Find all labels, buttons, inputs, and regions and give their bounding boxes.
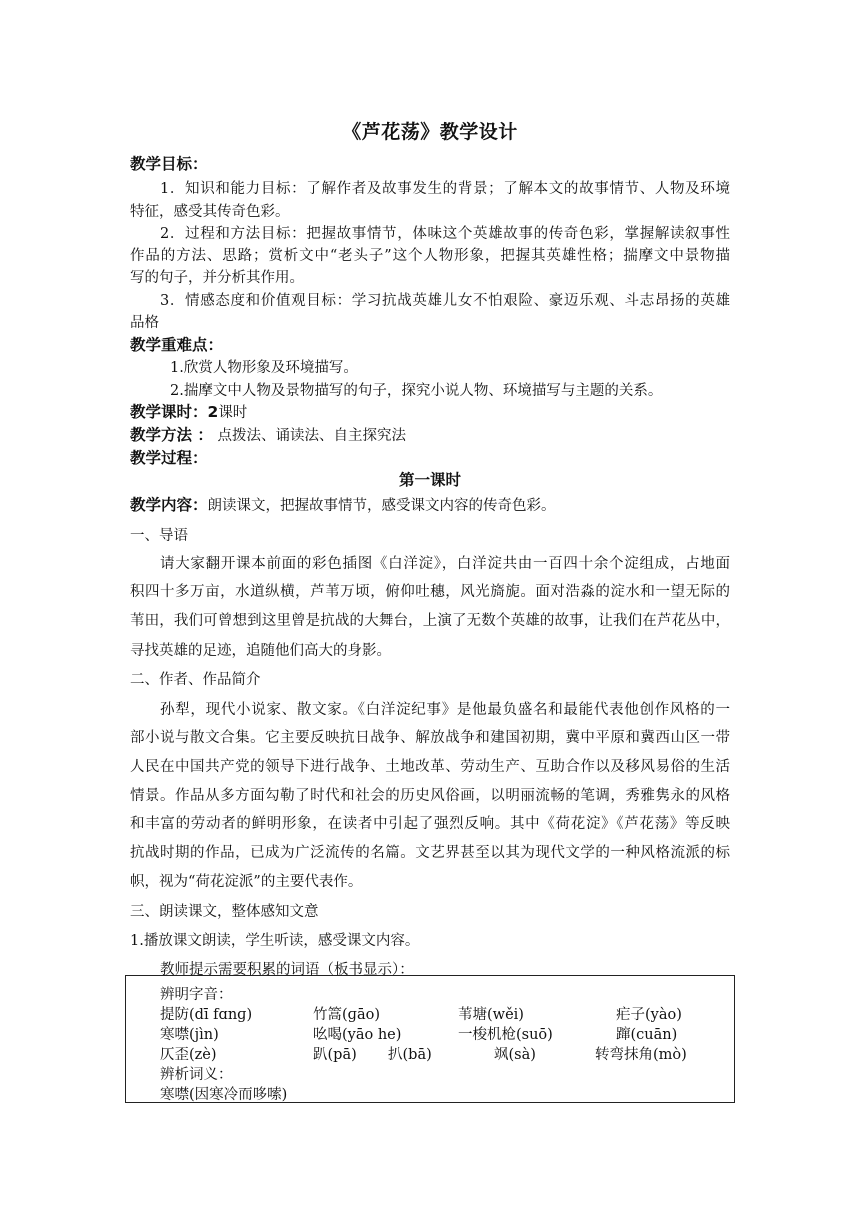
section-2-line-5: 和丰富的劳动者的鲜明形象，在读者中引起了强烈反响。其中《荷花淀》《芦花荡》等反映 bbox=[130, 816, 730, 832]
section-3-item-1: 1.播放课文朗读，学生听读，感受课文内容。 bbox=[130, 933, 420, 949]
vocab-meaning-heading-row bbox=[126, 1063, 734, 1083]
objective-2-line-1: 2．过程和方法目标：把握故事情节，体味这个英雄故事的传奇色彩，掌握解读叙事性 bbox=[160, 226, 730, 242]
section-2-line-6: 抗战时期的作品，已成为广泛流传的名篇。文艺界甚至以其为现代文学的一种风格流派的标 bbox=[130, 845, 730, 861]
vocab-meaning-item: 寒噤(因寒冷而哆嗦) bbox=[160, 1087, 288, 1103]
vocab-meaning-row bbox=[126, 1083, 734, 1103]
objective-3-line-2: 品格 bbox=[130, 315, 159, 331]
section-1-heading: 一、导语 bbox=[130, 528, 188, 544]
section-2-heading: 二、作者、作品简介 bbox=[130, 672, 261, 688]
methods-line bbox=[130, 423, 730, 445]
section-2-line-7: 帜，视为“荷花淀派”的主要代表作。 bbox=[130, 874, 363, 890]
hours-line bbox=[130, 400, 730, 422]
vocab-row-2 bbox=[126, 1023, 734, 1043]
vocab-item: 扒(bā) bbox=[388, 1047, 432, 1063]
vocab-item: 吆喝(yāo he) bbox=[313, 1027, 402, 1043]
vocab-item: 苇塘(wěi) bbox=[458, 1007, 524, 1023]
vocab-item: 一梭机枪(suō) bbox=[458, 1027, 553, 1043]
lesson-content-text: 朗读课文，把握故事情节，感受课文内容的传奇色彩。 bbox=[207, 498, 556, 514]
vocab-item: 竹篙(ɡāo) bbox=[313, 1007, 380, 1023]
vocab-item: 疟子(yào) bbox=[616, 1007, 682, 1023]
section-1-line-1: 请大家翻开课本前面的彩色插图《白洋淀》，白洋淀共由一百四十余个淀组成，占地面 bbox=[160, 556, 730, 572]
section-2-line-3: 人民在中国共产党的领导下进行战争、土地改革、劳动生产、互助合作以及移风易俗的生活 bbox=[130, 759, 730, 775]
objective-1-line-2: 特征，感受其传奇色彩。 bbox=[130, 204, 290, 220]
section-2-line-4: 情景。作品从多方面勾勒了时代和社会的历史风俗画，以明丽流畅的笔调，秀雅隽永的风格 bbox=[130, 788, 730, 804]
vocab-pron-heading-row bbox=[126, 983, 734, 1003]
section-1-line-4: 寻找英雄的足迹，追随他们高大的身影。 bbox=[130, 643, 391, 659]
section-2-line-2: 部小说与散文合集。它主要反映抗日战争、解放战争和建国初期，冀中平原和冀西山区一带 bbox=[130, 730, 730, 746]
section-2-line-1: 孙犁，现代小说家、散文家。《白洋淀纪事》是他最负盛名和最能代表他创作风格的一 bbox=[160, 702, 730, 718]
process-heading: 教学过程： bbox=[130, 449, 208, 467]
vocab-item: 转弯抹角(mò) bbox=[595, 1047, 687, 1063]
lesson-1-heading: 第一课时 bbox=[398, 471, 461, 489]
difficulty-item-2: 2.揣摩文中人物及景物描写的句子，探究小说人物、环境描写与主题的关系。 bbox=[170, 383, 663, 399]
hours-unit: 课时 bbox=[218, 405, 248, 421]
objective-1-line-1: 1．知识和能力目标：了解作者及故事发生的背景；了解本文的故事情节、人物及环境 bbox=[160, 181, 730, 197]
objective-2-line-3: 写的句子，并分析其作用。 bbox=[130, 270, 304, 286]
objectives-heading: 教学目标： bbox=[130, 155, 208, 173]
objective-3-line-1: 3．情感态度和价值观目标：学习抗战英雄儿女不怕艰险、豪迈乐观、斗志昂扬的英雄 bbox=[160, 293, 730, 309]
section-1-line-2: 积四十多万亩，水道纵横，芦苇万顷，俯仰吐穗，风光旖旎。面对浩淼的淀水和一望无际的 bbox=[130, 584, 730, 600]
vocabulary-box bbox=[125, 975, 735, 1103]
methods-heading: 教学方法 ： bbox=[130, 426, 213, 444]
vocab-item: 提防(dī fɑnɡ) bbox=[160, 1007, 253, 1023]
objective-2-line-2: 作品的方法、思路；赏析文中“老头子”这个人物形象，把握其英雄性格；揣摩文中景物描 bbox=[130, 248, 730, 264]
lesson-content-line bbox=[130, 493, 730, 515]
vocab-item: 寒噤(jìn) bbox=[160, 1027, 219, 1043]
vocab-item: 仄歪(zè) bbox=[160, 1047, 217, 1063]
vocab-item: 蹿(cuān) bbox=[616, 1027, 678, 1043]
difficulties-heading: 教学重难点： bbox=[130, 336, 224, 354]
vocab-pron-heading: 辨明字音： bbox=[160, 987, 233, 1003]
vocab-row-3 bbox=[126, 1043, 734, 1063]
vocab-meaning-heading: 辨析词义： bbox=[160, 1067, 233, 1083]
section-3-note: 教师提示需要积累的词语（板书显示）： bbox=[160, 962, 414, 978]
vocab-item: 飒(sà) bbox=[494, 1047, 536, 1063]
vocab-row-1 bbox=[126, 1003, 734, 1023]
methods-value: 点拨法、诵读法、自主探究法 bbox=[217, 428, 407, 444]
hours-value: 2 bbox=[207, 403, 219, 421]
lesson-content-heading: 教学内容： bbox=[130, 496, 208, 514]
section-1-line-3: 苇田，我们可曾想到这里曾是抗战的大舞台，上演了无数个英雄的故事，让我们在芦花丛中， bbox=[130, 613, 730, 629]
difficulty-item-1: 1.欣赏人物形象及环境描写。 bbox=[170, 360, 358, 376]
hours-heading: 教学课时： bbox=[130, 403, 208, 421]
vocab-item: 趴(pā) bbox=[313, 1047, 357, 1063]
document-title: 《芦花荡》教学设计 bbox=[342, 121, 518, 143]
section-3-heading: 三、朗读课文，整体感知文意 bbox=[130, 904, 319, 920]
